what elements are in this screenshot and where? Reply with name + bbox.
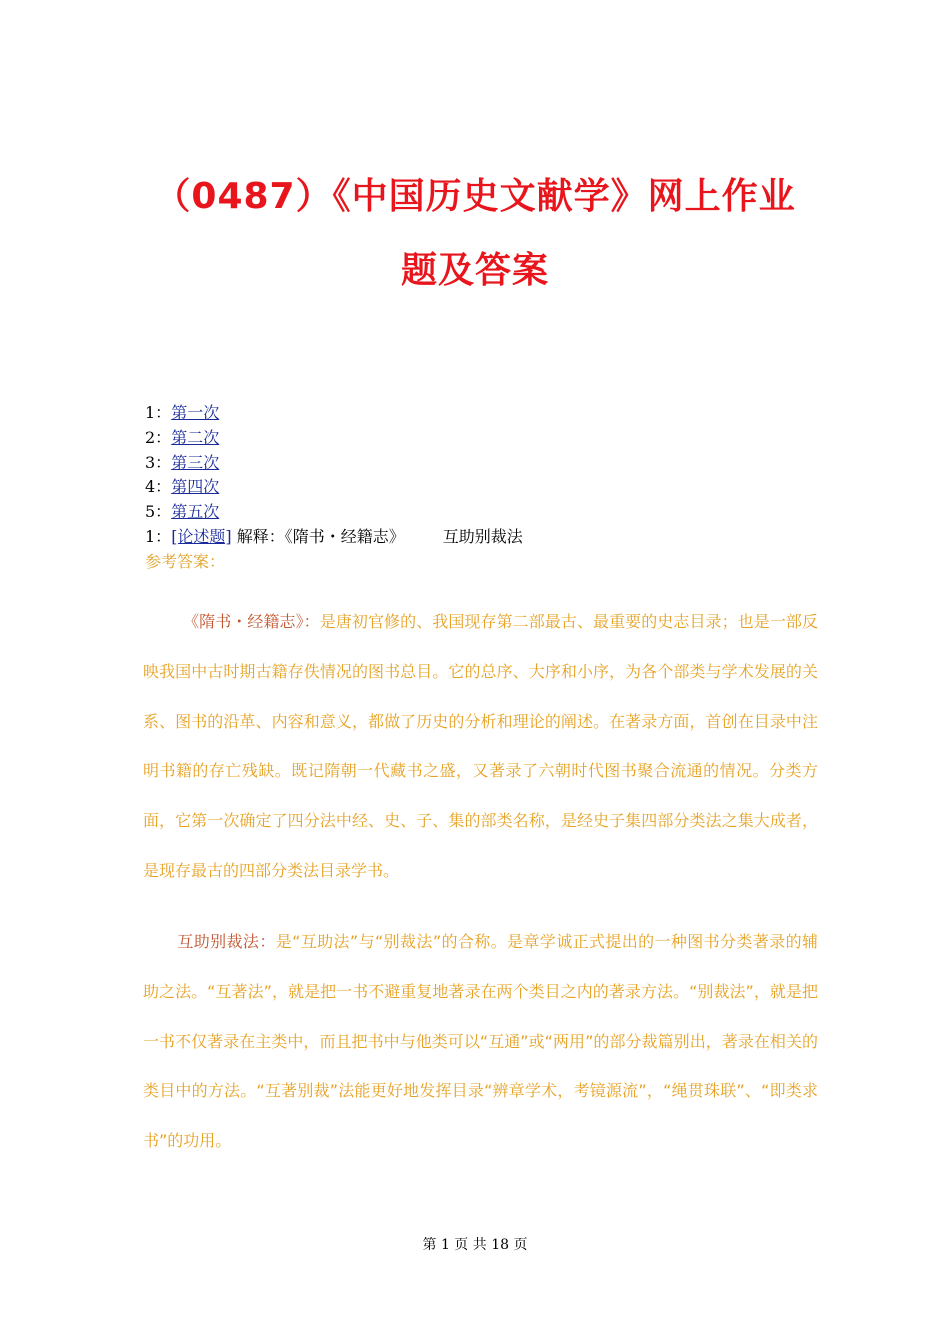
question-number: 1： — [145, 526, 172, 546]
nav-link-fourth[interactable]: 第四次 — [171, 477, 220, 497]
question-type-link[interactable]: [论述题] — [171, 526, 232, 546]
nav-number: 2： — [145, 427, 172, 447]
nav-number: 4： — [145, 477, 172, 497]
nav-item-3 — [145, 451, 523, 476]
answer-2-body: 是“互助法”与“别裁法”的合称。是章学诚正式提出的一种图书分类著录的辅助之法。“互著法”，就是把一书不避重复地著录在两个类目之内的著录方法。“别裁法”，就是把一书不仅著录在主类中，而且把书中与他类可以“互通”或“两用”的部分裁篇别出，著录在相关的类目中的方法。“互著别裁”法能更好地发挥目录“辨章学术，考镜源流”，“绳贯珠联”、“即类求书”的功用。 — [143, 932, 818, 1151]
nav-number: 1： — [145, 403, 172, 422]
nav-link-second[interactable]: 第二次 — [171, 427, 220, 447]
question-heading — [145, 525, 523, 550]
answer-1-body: 是唐初官修的、我国现存第二部最古、最重要的史志目录；也是一部反映我国中古时期古籍存佚情况的图书总目。它的总序、大序和小序，为各个部类与学术发展的关系、图书的沿革、内容和意义，都做了历史的分析和理论的阐述。在著录方面，首创在目录中注明书籍的存亡残缺。既记隋朝一代藏书之盛，又著录了六朝时代图书聚合流通的情况。分类方面，它第一次确定了四分法中经、史、子、集的部类名称，是经史子集四部分类法之集大成者，是现存最古的四部分类法目录学书。 — [143, 612, 818, 880]
nav-link-third[interactable]: 第三次 — [171, 452, 220, 472]
answer-2-lead: 互助别裁法： — [177, 932, 276, 951]
document-title-line-1: （0487）《中国历史文献学》网上作业 — [154, 176, 796, 217]
document-title-line-2: 题及答案 — [400, 250, 549, 291]
question-text: 解释：《隋书・经籍志》 — [236, 526, 405, 546]
answer-paragraph-1 — [143, 597, 818, 896]
nav-item-4 — [145, 475, 523, 500]
homework-nav — [145, 401, 523, 575]
answer-1-lead: 《隋书・经籍志》： — [183, 612, 320, 631]
question-text-2: 互助别裁法 — [442, 526, 523, 546]
nav-item-2 — [145, 426, 523, 451]
page-footer: 第 1 页 共 18 页 — [422, 1237, 528, 1253]
nav-link-fifth[interactable]: 第五次 — [171, 502, 220, 522]
nav-item-1 — [145, 401, 523, 426]
answer-paragraph-2 — [143, 917, 818, 1166]
nav-item-5 — [145, 500, 523, 525]
nav-number: 3： — [145, 452, 172, 472]
answer-label: 参考答案： — [145, 551, 226, 571]
nav-number: 5： — [145, 502, 172, 522]
nav-link-first[interactable]: 第一次 — [171, 403, 220, 422]
